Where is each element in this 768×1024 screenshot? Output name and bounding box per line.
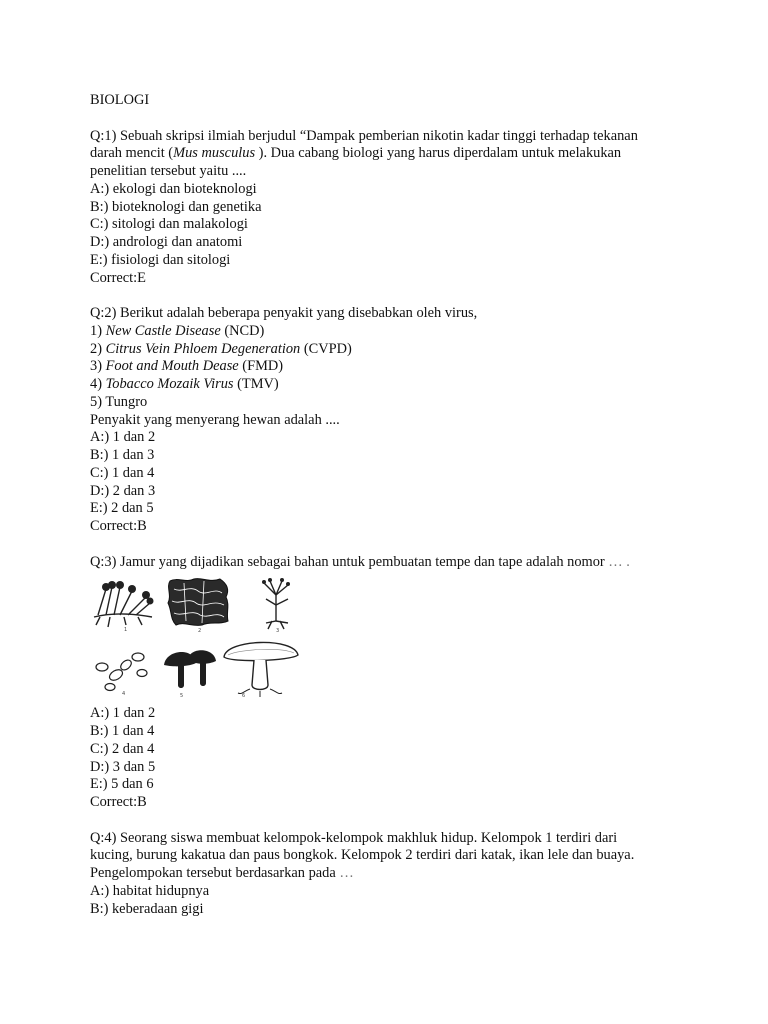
answer-option: B:) keberadaan gigi: [90, 900, 204, 917]
fungus-6-illustration: [220, 633, 300, 699]
fungi-figure-row-2: [90, 633, 710, 699]
virus-list-item: 2) Citrus Vein Phloem Degeneration (CVPD): [90, 340, 352, 357]
answer-option: E:) 5 dan 6: [90, 776, 154, 793]
answer-option: D:) 2 dan 3: [90, 482, 156, 499]
correct-answer: Correct:B: [90, 794, 147, 810]
virus-list-item: 1) New Castle Disease (NCD): [90, 322, 265, 339]
question-prompt: Penyakit yang menyerang hewan adalah ....: [90, 411, 340, 428]
question-3: [90, 554, 710, 812]
document-title: BIOLOGI: [90, 92, 150, 108]
fungus-4-illustration: [90, 639, 154, 699]
answer-option: D:) andrologi dan anatomi: [90, 234, 243, 250]
answer-option: A:) 1 dan 2: [90, 705, 156, 722]
answer-option: B:) 1 dan 4: [90, 723, 155, 739]
fungus-2-illustration: [164, 575, 234, 633]
virus-list-item: 5) Tungro: [90, 393, 148, 410]
question-stem: darah mencit (Mus musculus ). Dua cabang biologi yang harus diperdalam untuk melakukan: [90, 145, 622, 162]
question-stem: Pengelompokan tersebut berdasarkan pada …: [90, 865, 354, 881]
question-4: [90, 830, 710, 919]
answer-option: A:) habitat hidupnya: [90, 882, 210, 899]
question-stem: Q:2) Berikut adalah beberapa penyakit yang disebabkan oleh virus,: [90, 305, 478, 321]
question-1: [90, 128, 710, 288]
figure-label-5: 5: [180, 693, 184, 700]
figure-label-4: 4: [122, 691, 126, 698]
question-stem: penelitian tersebut yaitu ....: [90, 163, 247, 179]
fungus-3-illustration: [242, 575, 312, 633]
fungus-5-illustration: [160, 639, 218, 699]
figure-label-6: 6: [242, 693, 246, 700]
document-page: [90, 92, 710, 918]
answer-option: B:) bioteknologi dan genetika: [90, 198, 262, 215]
question-stem: Q:4) Seorang siswa membuat kelompok-kelompok makhluk hidup. Kelompok 1 terdiri dari: [90, 829, 618, 846]
question-stem: kucing, burung kakatua dan paus bongkok. Kelompok 2 terdiri dari katak, ikan lele dan buaya.: [90, 847, 635, 864]
correct-answer: Correct:E: [90, 269, 146, 286]
figure-label-3: 3: [276, 628, 280, 634]
answer-option: E:) fisiologi dan sitologi: [90, 251, 231, 268]
question-stem: Q:3) Jamur yang dijadikan sebagai bahan untuk pembuatan tempe dan tape adalah nomor … .: [90, 553, 630, 570]
answer-option: E:) 2 dan 5: [90, 500, 154, 517]
answer-option: C:) sitologi dan malakologi: [90, 216, 248, 233]
fungus-1-illustration: [90, 575, 160, 633]
question-stem: Q:1) Sebuah skripsi ilmiah berjudul “Dampak pemberian nikotin kadar tinggi terhadap tekanan: [90, 127, 638, 144]
answer-option: D:) 3 dan 5: [90, 758, 156, 775]
correct-answer: Correct:B: [90, 518, 147, 534]
answer-option: C:) 1 dan 4: [90, 464, 155, 481]
answer-option: A:) 1 dan 2: [90, 429, 156, 446]
answer-option: A:) ekologi dan bioteknologi: [90, 180, 257, 197]
answer-option: B:) 1 dan 3: [90, 447, 155, 463]
virus-list-item: 4) Tobacco Mozaik Virus (TMV): [90, 376, 279, 392]
fungi-figure-row-1: [90, 573, 710, 633]
figure-label-2: 2: [198, 628, 202, 634]
virus-list-item: 3) Foot and Mouth Dease (FMD): [90, 358, 284, 375]
figure-label-1: 1: [124, 627, 128, 634]
answer-option: C:) 2 dan 4: [90, 740, 155, 757]
question-2: [90, 305, 710, 536]
